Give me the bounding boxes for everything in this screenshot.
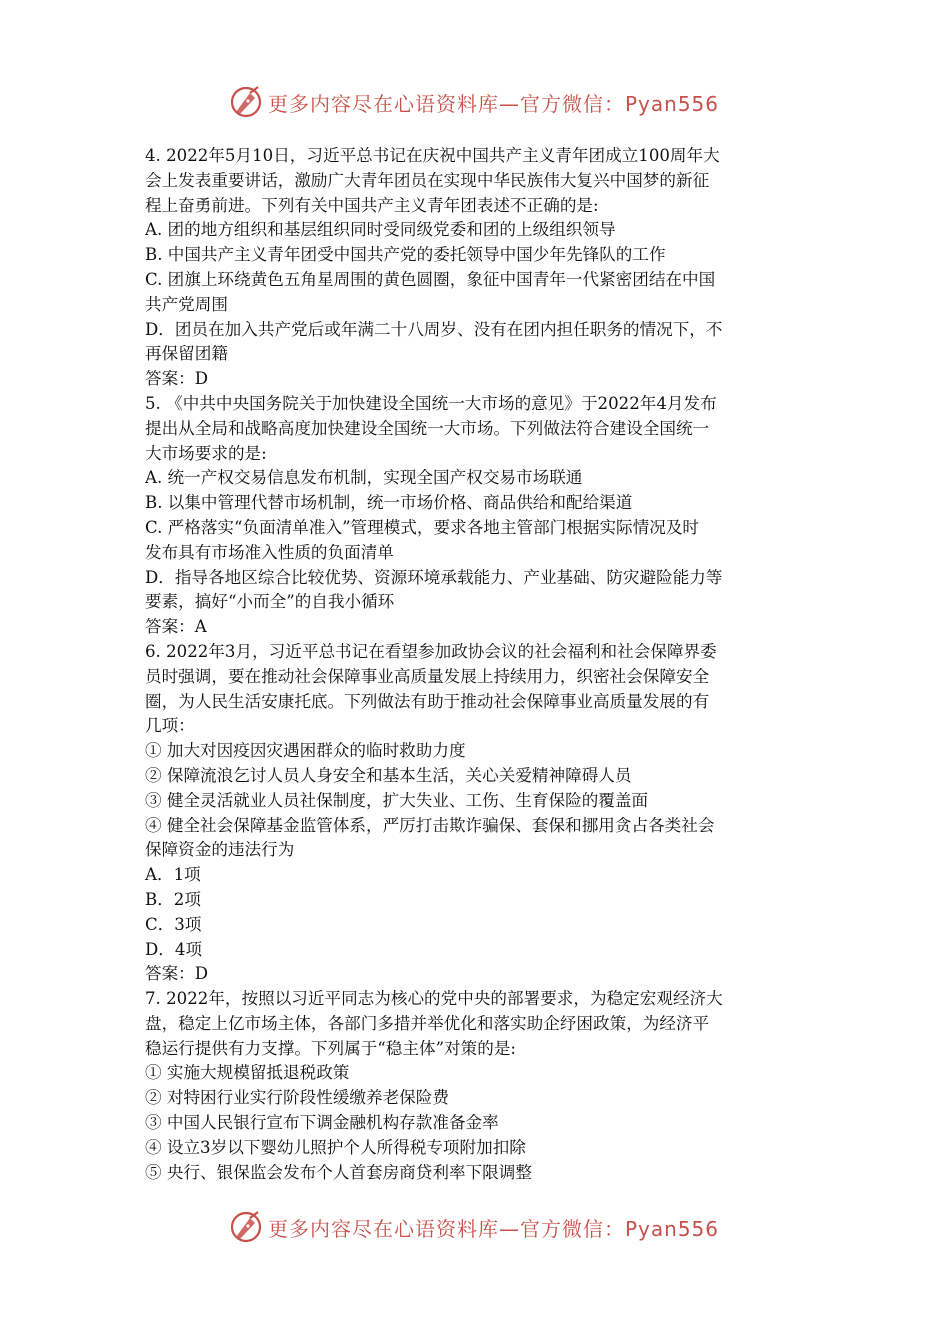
statement-line: ④ 健全社会保障基金监管体系，严厉打击欺诈骗保、套保和挪用贪占各类社会 [145,815,715,835]
option-line: A. 统一产权交易信息发布机制，实现全国产权交易市场联通 [145,468,583,488]
option-line: C．3项 [145,914,202,934]
text-line: 大市场要求的是: [145,443,267,463]
option-line: D．团员在加入共产党后或年满二十八周岁、没有在团内担任职务的情况下，不 [145,319,723,339]
statement-line: ⑤ 央行、银保监会发布个人首套房商贷利率下限调整 [145,1162,532,1182]
text-line: 盘，稳定上亿市场主体，各部门多措并举优化和落实助企纾困政策，为经济平 [145,1013,710,1033]
statement-line: ① 加大对因疫因灾遇困群众的临时救助力度 [145,741,466,761]
text-line: 4. 2022年5月10日，习近平总书记在庆祝中国共产主义青年团成立100周年大 [145,146,720,165]
option-line: D．4项 [145,939,203,959]
text-line: 会上发表重要讲话，激励广大青年团员在实现中华民族伟大复兴中国梦的新征 [145,170,710,190]
option-line: 共产党周围 [145,294,228,314]
text-line: 提出从全局和战略高度加快建设全国统一大市场。下列做法符合建设全国统一 [145,418,710,438]
answer-line: 答案：D [145,964,209,984]
option-line: 发布具有市场准入性质的负面清单 [145,542,394,562]
question-document [145,144,811,1185]
banner-text: 更多内容尽在心语资料库—官方微信：Pyan556 [268,91,720,116]
statement-line: ③ 中国人民银行宣布下调金融机构存款准备金率 [145,1113,499,1133]
statement-line: ③ 健全灵活就业人员社保制度，扩大失业、工伤、生育保险的覆盖面 [145,790,649,810]
text-line: 员时强调，要在推动社会保障事业高质量发展上持续用力，织密社会保障安全 [145,666,710,686]
option-line: B. 中国共产主义青年团受中国共产党的委托领导中国少年先锋队的工作 [145,245,666,265]
text-line: 6. 2022年3月，习近平总书记在看望参加政协会议的社会福利和社会保障界委 [145,641,717,661]
text-line: 5. 《中共中央国务院关于加快建设全国统一大市场的意见》于2022年4月发布 [145,393,717,413]
option-line: 要素，搞好“小而全”的自我小循环 [145,592,395,612]
statement-line: ② 对特困行业实行阶段性缓缴养老保险费 [145,1088,449,1108]
text-line: 几项： [145,716,195,736]
option-line: A．1项 [145,865,201,885]
option-line: C. 团旗上环绕黄色五角星周围的黄色圆圈，象征中国青年一代紧密团结在中国 [145,269,716,289]
statement-line: ④ 设立3岁以下婴幼儿照护个人所得税专项附加扣除 [145,1137,526,1157]
text-line: 7. 2022年，按照以习近平同志为核心的党中央的部署要求，为稳定宏观经济大 [145,989,723,1009]
header-banner [228,82,748,122]
option-line: B. 以集中管理代替市场机制，统一市场价格、商品供给和配给渠道 [145,493,633,513]
statement-line: ① 实施大规模留抵退税政策 [145,1063,350,1083]
answer-line: 答案：A [145,617,207,637]
option-line: A. 团的地方组织和基层组织同时受同级党委和团的上级组织领导 [145,220,616,240]
pen-nib-circle-icon [228,84,264,120]
answer-line: 答案：D [145,369,209,389]
text-line: 圈，为人民生活安康托底。下列做法有助于推动社会保障事业高质量发展的有 [145,691,710,711]
option-line: D．指导各地区综合比较优势、资源环境承载能力、产业基础、防灾避险能力等 [145,567,723,587]
text-line: 程上奋勇前进。下列有关中国共产主义青年团表述不正确的是: [145,195,599,215]
footer-banner [228,1207,748,1247]
option-line: B．2项 [145,889,201,909]
banner-text: 更多内容尽在心语资料库—官方微信：Pyan556 [268,1216,720,1241]
text-line: 稳运行提供有力支撑。下列属于“稳主体”对策的是: [145,1038,517,1058]
pen-nib-circle-icon [228,1209,264,1245]
statement-line: 保障资金的违法行为 [145,840,295,860]
option-line: C. 严格落实“负面清单准入”管理模式，要求各地主管部门根据实际情况及时 [145,517,700,537]
option-line: 再保留团籍 [145,344,228,364]
statement-line: ② 保障流浪乞讨人员人身安全和基本生活，关心关爱精神障碍人员 [145,765,632,785]
